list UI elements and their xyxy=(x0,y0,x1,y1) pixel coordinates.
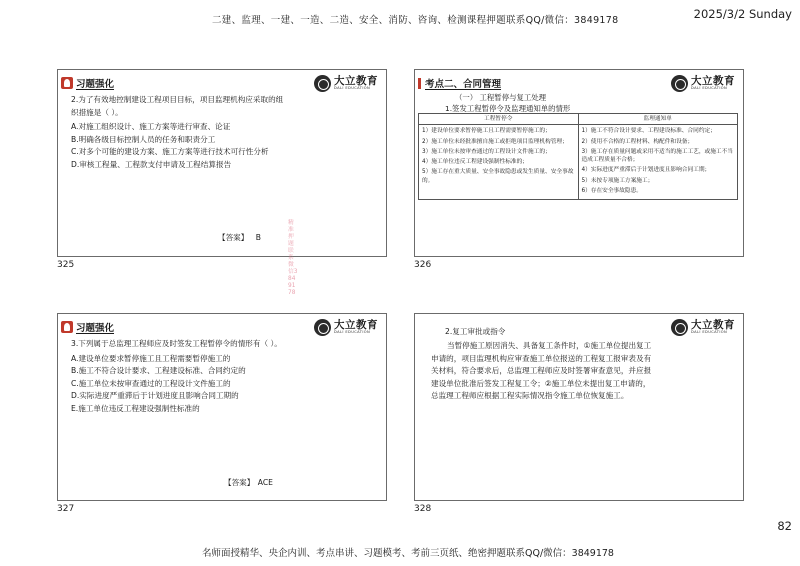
title-marker xyxy=(418,78,421,89)
table-cell-left xyxy=(419,125,579,200)
table-cell-right xyxy=(578,125,738,200)
slide-number: 326 xyxy=(414,260,432,270)
dali-logo-icon xyxy=(314,75,331,92)
question-text: 3.下列属于总监理工程师应及时签发工程暂停令的情形有（ ）。 xyxy=(71,339,282,348)
option-a: A.对施工组织设计、施工方案等进行审查、论证 xyxy=(71,122,231,132)
answer-value: B xyxy=(255,233,262,242)
slide-325 xyxy=(57,69,387,257)
dali-logo xyxy=(314,319,378,336)
answer-line xyxy=(218,232,261,243)
footer-promo-text: 名师面授精华、央企内训、考点串讲、习题模考、考前三页纸、绝密押题联系QQ/微信：3849178 xyxy=(202,548,614,559)
list-item: 2）使用不合格的工程材料、构配件和设备； xyxy=(581,138,694,145)
logo-cn-text: 大立教育 xyxy=(691,74,735,87)
list-item: 1）建设单位要求暂停施工且工程需要暂停施工的； xyxy=(422,128,551,135)
section-subtitle-1: （一） 工程暂停与复工处理 xyxy=(455,93,547,102)
question-text: 2.为了有效地控制建设工程项目目标，项目监理机构应采取的组织措施是（ ）。 xyxy=(71,95,284,117)
date-label: 2025/3/2 Sunday xyxy=(693,7,792,21)
slide-328 xyxy=(414,313,744,501)
person-icon xyxy=(61,77,73,89)
option-e: E.施工单位违反工程建设强制性标准的 xyxy=(71,403,200,413)
comparison-table xyxy=(418,113,738,200)
slide-number: 327 xyxy=(57,504,75,514)
answer-label: 【答案】 xyxy=(224,478,255,487)
question-block xyxy=(71,94,287,172)
logo-cn-text: 大立教育 xyxy=(334,318,378,331)
list-item: 4）实际进度严重滞后于计划进度且影响合同工期； xyxy=(581,167,711,174)
logo-en-text: DALI EDUCATION xyxy=(691,86,728,91)
dali-logo xyxy=(671,319,735,336)
person-icon xyxy=(61,321,73,333)
option-c: C.施工单位未按审查通过的工程设计文件施工的 xyxy=(71,378,231,388)
question-block xyxy=(71,338,287,416)
header-promo-text: 二建、监理、一建、一造、二造、安全、消防、咨询、检测课程押题联系QQ/微信：3849178 xyxy=(212,15,619,26)
option-b: B.明确各级目标控制人员的任务和职责分工 xyxy=(71,134,216,144)
logo-en-text: DALI EDUCATION xyxy=(691,330,728,335)
list-item: 6）存在安全事故隐患。 xyxy=(581,188,642,195)
list-item: 2）施工单位未经批准擅自施工或拒绝项目监理机构管理； xyxy=(422,138,568,145)
answer-value: ACE xyxy=(257,478,273,487)
watermark-text: 精准押题联系微信3849178 xyxy=(288,220,298,296)
slide-number: 328 xyxy=(414,504,432,514)
page-total-number: 82 xyxy=(777,519,792,533)
slide-title-block xyxy=(418,76,501,90)
section-paragraph: 当暂停施工原因消失、具备复工条件时，①施工单位提出复工申请的，项目监理机构应审查施工单位报送的工程复工报审表及有关材料，符合要求后，总监理工程师应及时签署审查意见，并应报建设单位批准后签发工程复工令；②施工单位未提出复工申请的，总监理工程师应根据工程实际情况指令施工单位恢复施工。 xyxy=(431,341,652,401)
list-item: 5）施工存在重大质量、安全事故隐患或发生质量、安全事故的。 xyxy=(422,169,574,184)
table-header: 工程暂停令 xyxy=(419,114,579,125)
list-item: 1）施工不符合设计要求、工程建设标准、合同约定； xyxy=(581,128,716,135)
dali-logo-icon xyxy=(671,319,688,336)
option-d: D.实际进度严重滞后于计划进度且影响合同工期的 xyxy=(71,391,239,401)
section-subtitle-2: 1.签发工程暂停令及监理通知单的情形 xyxy=(445,104,571,113)
table-header: 监理通知单 xyxy=(578,114,738,125)
list-item: 3）施工存在质量问题或采用不适当的施工工艺，或施工不当造成工程质量不合格； xyxy=(581,148,733,164)
option-a: A.建设单位要求暂停施工且工程需要暂停施工的 xyxy=(71,353,231,363)
option-d: D.审核工程量、工程款支付申请及工程结算报告 xyxy=(71,159,232,169)
slide-title-block xyxy=(61,320,114,334)
answer-label: 【答案】 xyxy=(218,233,249,242)
dali-logo-icon xyxy=(671,75,688,92)
answer-line xyxy=(224,477,273,488)
slide-title-block xyxy=(61,76,114,90)
section-heading: 2.复工审批或指令 xyxy=(445,327,506,336)
option-c: C.对多个可能的建设方案、施工方案等进行技术可行性分析 xyxy=(71,147,269,157)
list-item: 4）施工单位违反工程建设强制性标准的； xyxy=(422,159,528,166)
slide-number: 325 xyxy=(57,260,75,270)
slide-title: 习题强化 xyxy=(76,323,115,334)
logo-cn-text: 大立教育 xyxy=(334,74,378,87)
slide-326 xyxy=(414,69,744,257)
dali-logo xyxy=(671,75,735,92)
logo-cn-text: 大立教育 xyxy=(691,318,735,331)
list-item: 3）施工单位未按审查通过的工程设计文件施工的； xyxy=(422,148,551,155)
logo-en-text: DALI EDUCATION xyxy=(334,330,371,335)
dali-logo-icon xyxy=(314,319,331,336)
dali-logo xyxy=(314,75,378,92)
slide-title: 习题强化 xyxy=(76,79,115,90)
slide-title: 考点二、合同管理 xyxy=(425,79,502,90)
slide-327 xyxy=(57,313,387,501)
option-b: B.施工不符合设计要求、工程建设标准、合同约定的 xyxy=(71,366,246,376)
list-item: 5）未按专项施工方案施工； xyxy=(581,177,654,184)
logo-en-text: DALI EDUCATION xyxy=(334,86,371,91)
